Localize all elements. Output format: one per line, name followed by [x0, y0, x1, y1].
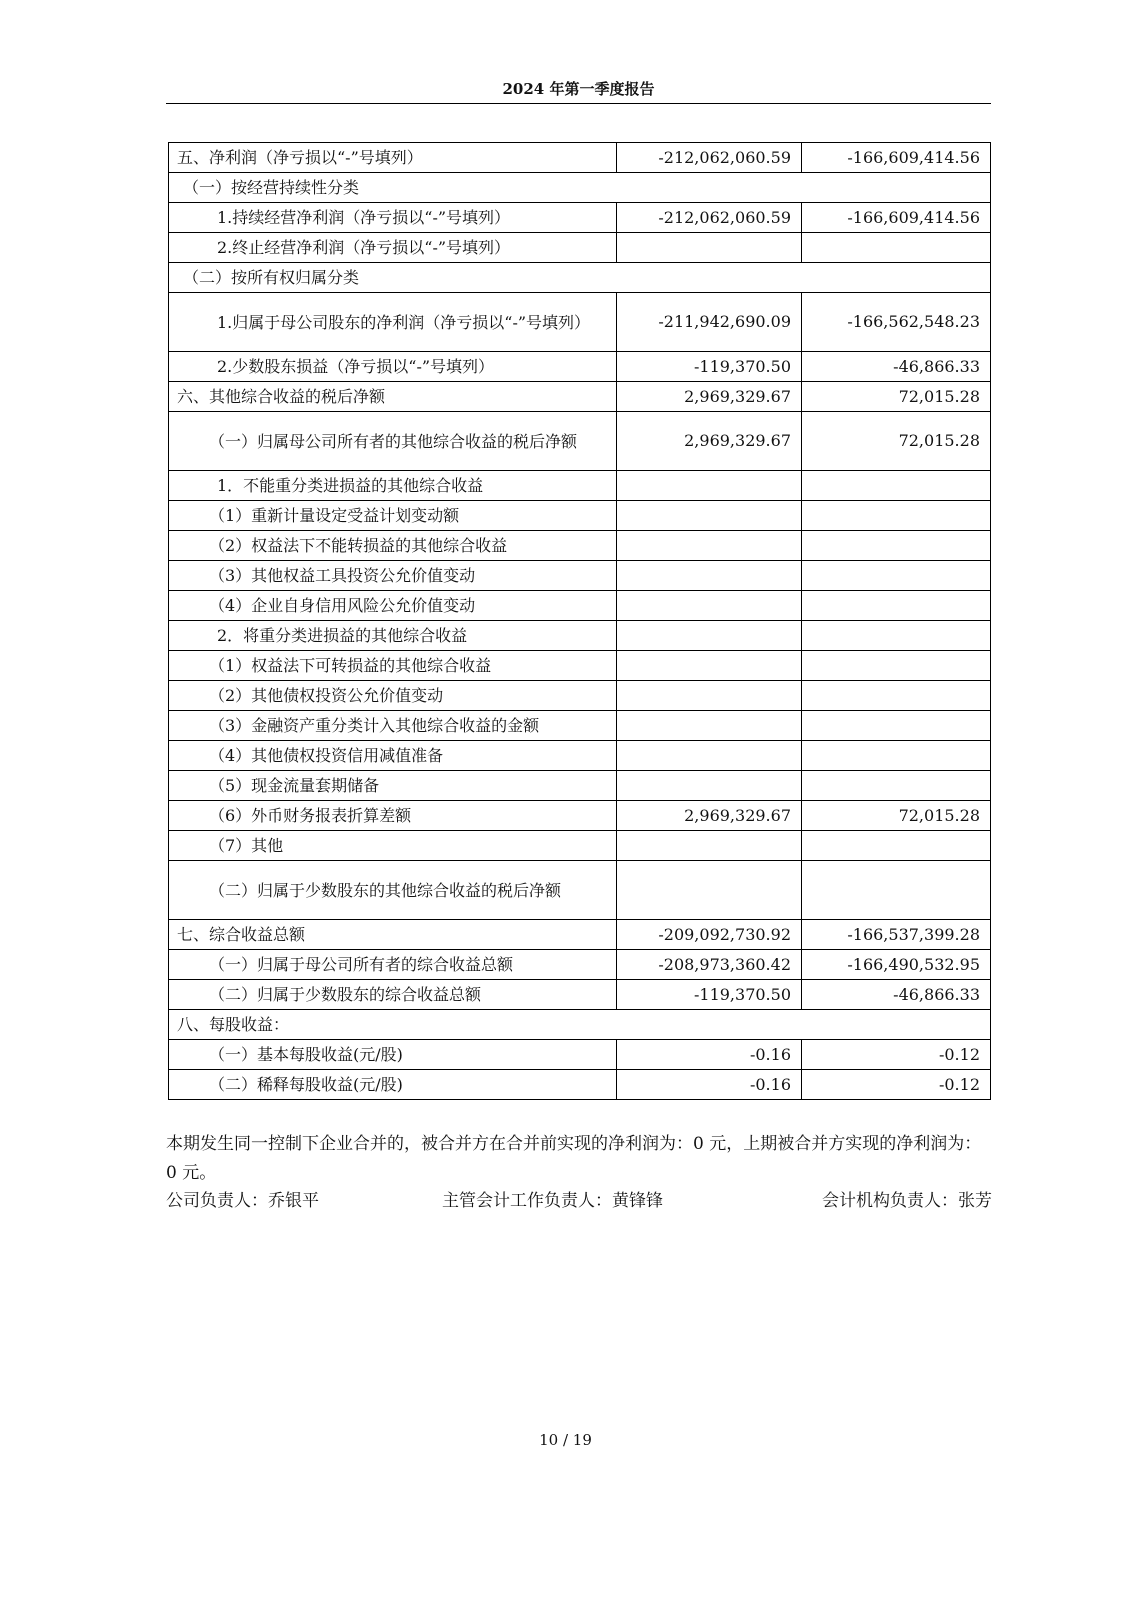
current-period-value: -212,062,060.59	[617, 143, 802, 173]
table-row	[169, 531, 991, 561]
prior-period-value	[802, 233, 991, 263]
table-row	[169, 173, 991, 203]
prior-period-value	[802, 681, 991, 711]
table-row	[169, 681, 991, 711]
current-period-value: 2,969,329.67	[617, 382, 802, 412]
current-period-value	[617, 591, 802, 621]
table-row	[169, 711, 991, 741]
table-row	[169, 950, 991, 980]
table-row	[169, 412, 991, 471]
prior-period-value: -166,562,548.23	[802, 293, 991, 352]
table-row	[169, 831, 991, 861]
prior-period-value	[802, 831, 991, 861]
row-label: （2）权益法下不能转损益的其他综合收益	[169, 531, 617, 561]
row-label: （二）稀释每股收益(元/股)	[169, 1070, 617, 1100]
prior-period-value	[802, 621, 991, 651]
page-number: 10 / 19	[539, 1431, 592, 1449]
table-row	[169, 591, 991, 621]
prior-period-value: -46,866.33	[802, 352, 991, 382]
merger-note: 本期发生同一控制下企业合并的，被合并方在合并前实现的净利润为：0 元，上期被合并方实现的净利润为：0 元。	[166, 1134, 982, 1183]
row-label: （5）现金流量套期储备	[169, 771, 617, 801]
current-period-value	[617, 681, 802, 711]
income-statement-body	[169, 143, 991, 1100]
table-row	[169, 1070, 991, 1100]
table-row	[169, 801, 991, 831]
row-label: 2.少数股东损益（净亏损以“-”号填列）	[169, 352, 617, 382]
prior-period-value: -0.12	[802, 1070, 991, 1100]
row-label: （一）归属于母公司所有者的综合收益总额	[169, 950, 617, 980]
prior-period-value: -166,490,532.95	[802, 950, 991, 980]
prior-period-value: -46,866.33	[802, 980, 991, 1010]
accounting-org-head-signature: 会计机构负责人：张芳	[822, 1191, 992, 1211]
row-label: 2．将重分类进损益的其他综合收益	[169, 621, 617, 651]
table-row	[169, 263, 991, 293]
prior-period-value	[802, 711, 991, 741]
current-period-value	[617, 561, 802, 591]
table-row	[169, 771, 991, 801]
row-label: （一）基本每股收益(元/股)	[169, 1040, 617, 1070]
prior-period-value	[802, 741, 991, 771]
current-period-value: -211,942,690.09	[617, 293, 802, 352]
table-row	[169, 980, 991, 1010]
current-period-value	[617, 233, 802, 263]
current-period-value	[617, 831, 802, 861]
row-label: （二）归属于少数股东的综合收益总额	[169, 980, 617, 1010]
row-label: 六、其他综合收益的税后净额	[169, 382, 617, 412]
prior-period-value	[802, 651, 991, 681]
prior-period-value: -0.12	[802, 1040, 991, 1070]
current-period-value: -119,370.50	[617, 980, 802, 1010]
row-label: （7）其他	[169, 831, 617, 861]
header-rule	[166, 103, 991, 104]
row-label: （二）按所有权归属分类	[169, 263, 991, 293]
prior-period-value	[802, 861, 991, 920]
current-period-value	[617, 741, 802, 771]
table-row	[169, 1040, 991, 1070]
table-row	[169, 741, 991, 771]
prior-period-value	[802, 591, 991, 621]
row-label: （一）归属母公司所有者的其他综合收益的税后净额	[169, 412, 617, 471]
table-row	[169, 1010, 991, 1040]
prior-period-value	[802, 501, 991, 531]
prior-period-value: -166,537,399.28	[802, 920, 991, 950]
table-row	[169, 471, 991, 501]
row-label: （3）金融资产重分类计入其他综合收益的金额	[169, 711, 617, 741]
prior-period-value	[802, 561, 991, 591]
prior-period-value	[802, 771, 991, 801]
prior-period-value: -166,609,414.56	[802, 203, 991, 233]
row-label: （4）其他债权投资信用减值准备	[169, 741, 617, 771]
prior-period-value: 72,015.28	[802, 412, 991, 471]
table-row	[169, 143, 991, 173]
accounting-head-signature: 主管会计工作负责人：黄锋锋	[442, 1191, 663, 1211]
row-label: 五、净利润（净亏损以“-”号填列）	[169, 143, 617, 173]
current-period-value	[617, 651, 802, 681]
prior-period-value	[802, 471, 991, 501]
table-row	[169, 651, 991, 681]
table-row	[169, 561, 991, 591]
table-row	[169, 861, 991, 920]
current-period-value: -0.16	[617, 1040, 802, 1070]
row-label: （3）其他权益工具投资公允价值变动	[169, 561, 617, 591]
table-row	[169, 382, 991, 412]
signature-line	[166, 1187, 992, 1215]
current-period-value: -0.16	[617, 1070, 802, 1100]
current-period-value: -119,370.50	[617, 352, 802, 382]
row-label: 1.持续经营净利润（净亏损以“-”号填列）	[169, 203, 617, 233]
prior-period-value: 72,015.28	[802, 382, 991, 412]
row-label: 八、每股收益：	[169, 1010, 991, 1040]
row-label: 1．不能重分类进损益的其他综合收益	[169, 471, 617, 501]
row-label: （4）企业自身信用风险公允价值变动	[169, 591, 617, 621]
current-period-value: 2,969,329.67	[617, 412, 802, 471]
current-period-value: 2,969,329.67	[617, 801, 802, 831]
current-period-value	[617, 501, 802, 531]
row-label: 七、综合收益总额	[169, 920, 617, 950]
company-head-signature: 公司负责人：乔银平	[166, 1191, 319, 1211]
prior-period-value: 72,015.28	[802, 801, 991, 831]
income-statement-table	[168, 142, 991, 1100]
row-label: （1）重新计量设定受益计划变动额	[169, 501, 617, 531]
table-row	[169, 233, 991, 263]
row-label: （2）其他债权投资公允价值变动	[169, 681, 617, 711]
prior-period-value	[802, 531, 991, 561]
table-row	[169, 621, 991, 651]
prior-period-value: -166,609,414.56	[802, 143, 991, 173]
current-period-value	[617, 621, 802, 651]
row-label: （1）权益法下可转损益的其他综合收益	[169, 651, 617, 681]
current-period-value: -208,973,360.42	[617, 950, 802, 980]
table-row	[169, 293, 991, 352]
current-period-value	[617, 861, 802, 920]
table-row	[169, 352, 991, 382]
current-period-value	[617, 471, 802, 501]
current-period-value	[617, 711, 802, 741]
row-label: （6）外币财务报表折算差额	[169, 801, 617, 831]
row-label: 2.终止经营净利润（净亏损以“-”号填列）	[169, 233, 617, 263]
table-row	[169, 501, 991, 531]
row-label: （二）归属于少数股东的其他综合收益的税后净额	[169, 861, 617, 920]
current-period-value	[617, 531, 802, 561]
table-row	[169, 203, 991, 233]
current-period-value: -212,062,060.59	[617, 203, 802, 233]
row-label: （一）按经营持续性分类	[169, 173, 991, 203]
report-header-title: 2024 年第一季度报告	[502, 80, 655, 98]
row-label: 1.归属于母公司股东的净利润（净亏损以“-”号填列）	[169, 293, 617, 352]
current-period-value	[617, 771, 802, 801]
table-row	[169, 920, 991, 950]
current-period-value: -209,092,730.92	[617, 920, 802, 950]
